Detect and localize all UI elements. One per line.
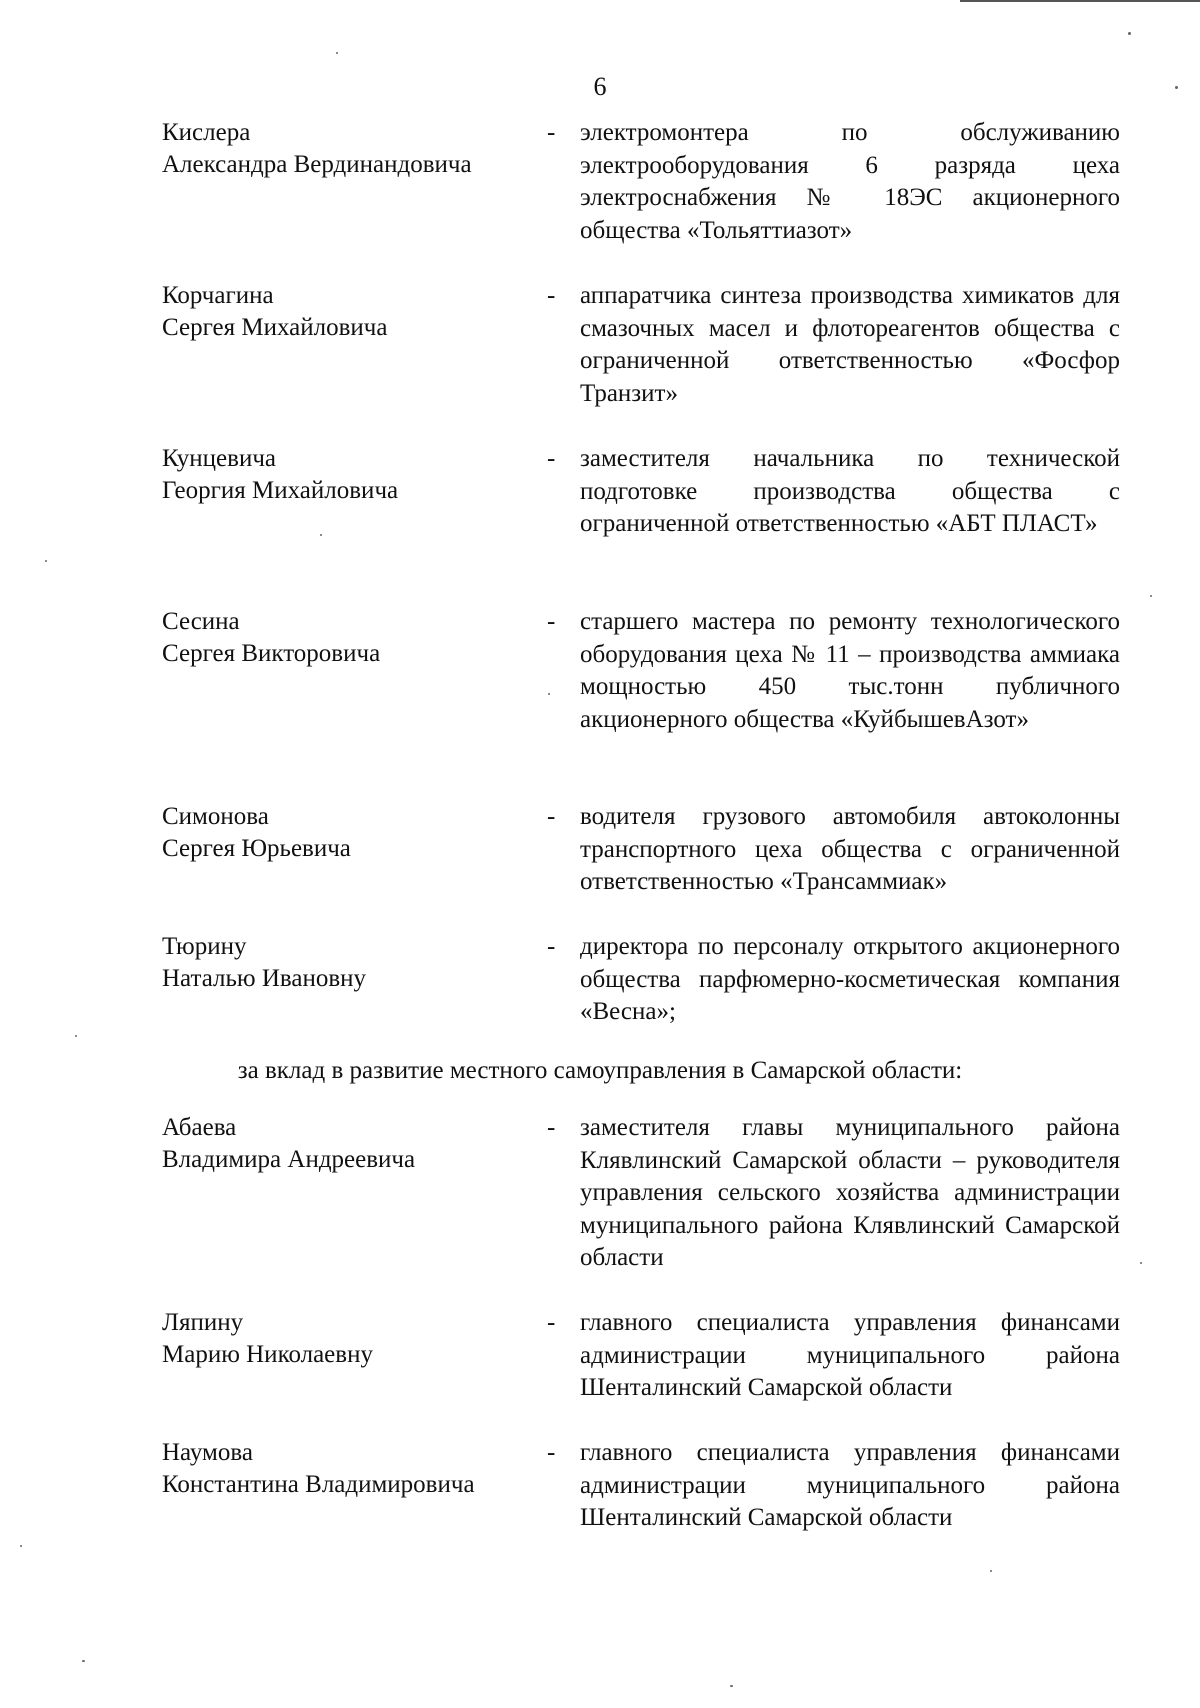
scan-speck <box>75 1035 77 1037</box>
separator-dash: - <box>547 119 556 146</box>
position-text: водителя грузового автомобиля автоколонны транспортного цеха общества с ограниченной ответственностью «Трансаммиак» <box>580 803 1120 895</box>
surname: Корчагина <box>162 282 274 309</box>
person-name <box>162 1307 542 1371</box>
separator-dash: - <box>547 803 556 830</box>
person-name <box>162 280 542 344</box>
surname: Кислера <box>162 119 251 146</box>
separator-dash: - <box>547 1114 556 1141</box>
separator-dash: - <box>547 933 556 960</box>
person-name <box>162 117 542 181</box>
scan-speck <box>990 1570 992 1572</box>
given-names: Сергея Михайловича <box>162 314 388 341</box>
person-name <box>162 443 542 507</box>
person-name <box>162 1112 542 1176</box>
position-text: старшего мастера по ремонту технологического оборудования цеха № 11 – производства аммиака мощностью 450 тыс.тонн публичного акционерного общества «КуйбышевАзот» <box>580 608 1120 733</box>
section-heading: за вклад в развитие местного самоуправления в Самарской области: <box>237 1057 963 1084</box>
given-names: Георгия Михайловича <box>162 477 399 504</box>
scan-speck <box>730 1685 733 1687</box>
scan-speck <box>1175 86 1178 89</box>
page-number: 6 <box>593 72 607 101</box>
scan-edge-line <box>960 0 1200 2</box>
given-names: Сергея Юрьевича <box>162 835 351 862</box>
scan-speck <box>20 1545 22 1547</box>
person-name <box>162 606 542 670</box>
separator-dash: - <box>547 282 556 309</box>
separator-dash: - <box>547 608 556 635</box>
position-text: главного специалиста управления финансами администрации муниципального района Шенталинский Самарской области <box>580 1309 1120 1401</box>
scan-speck <box>320 534 322 536</box>
surname: Симонова <box>162 803 269 830</box>
surname: Ляпину <box>162 1309 244 1336</box>
given-names: Сергея Викторовича <box>162 640 381 667</box>
scan-speck <box>1140 1262 1142 1264</box>
scan-speck <box>82 1660 85 1662</box>
given-names: Константина Владимировича <box>162 1471 475 1498</box>
given-names: Марию Николаевну <box>162 1341 373 1368</box>
surname: Наумова <box>162 1439 253 1466</box>
scan-speck <box>1128 32 1131 35</box>
position-text: электромонтера по обслуживанию электрооборудования 6 разряда цеха электроснабжения № 18ЭС акционерного общества «Тольяттиазот» <box>580 119 1120 244</box>
position-text: главного специалиста управления финансами администрации муниципального района Шенталинский Самарской области <box>580 1439 1120 1531</box>
given-names: Наталью Ивановну <box>162 965 367 992</box>
surname: Тюрину <box>162 933 247 960</box>
scan-speck <box>548 693 550 695</box>
surname: Кунцевича <box>162 445 277 472</box>
separator-dash: - <box>547 1309 556 1336</box>
person-name <box>162 931 542 995</box>
separator-dash: - <box>547 1439 556 1466</box>
scan-speck <box>45 560 47 562</box>
position-text: заместителя главы муниципального района Клявлинский Самарской области – руководителя управления сельского хозяйства администрации муниципального района Клявлинский Самарской области <box>580 1114 1120 1271</box>
scan-speck <box>336 52 338 54</box>
position-text: директора по персоналу открытого акционерного общества парфюмерно-косметическая компания «Весна»; <box>580 933 1120 1025</box>
separator-dash: - <box>547 445 556 472</box>
surname: Абаева <box>162 1114 237 1141</box>
position-text: заместителя начальника по технической подготовке производства общества с ограниченной ответственностью «АБТ ПЛАСТ» <box>580 445 1120 537</box>
scan-speck <box>1150 595 1152 597</box>
person-name <box>162 1437 542 1501</box>
surname: Сесина <box>162 608 240 635</box>
person-name <box>162 801 542 865</box>
given-names: Александра Вердинандовича <box>162 151 472 178</box>
position-text: аппаратчика синтеза производства химикатов для смазочных масел и флотореагентов общества с ограниченной ответственностью «Фосфор Транзит» <box>580 282 1120 407</box>
given-names: Владимира Андреевича <box>162 1146 416 1173</box>
